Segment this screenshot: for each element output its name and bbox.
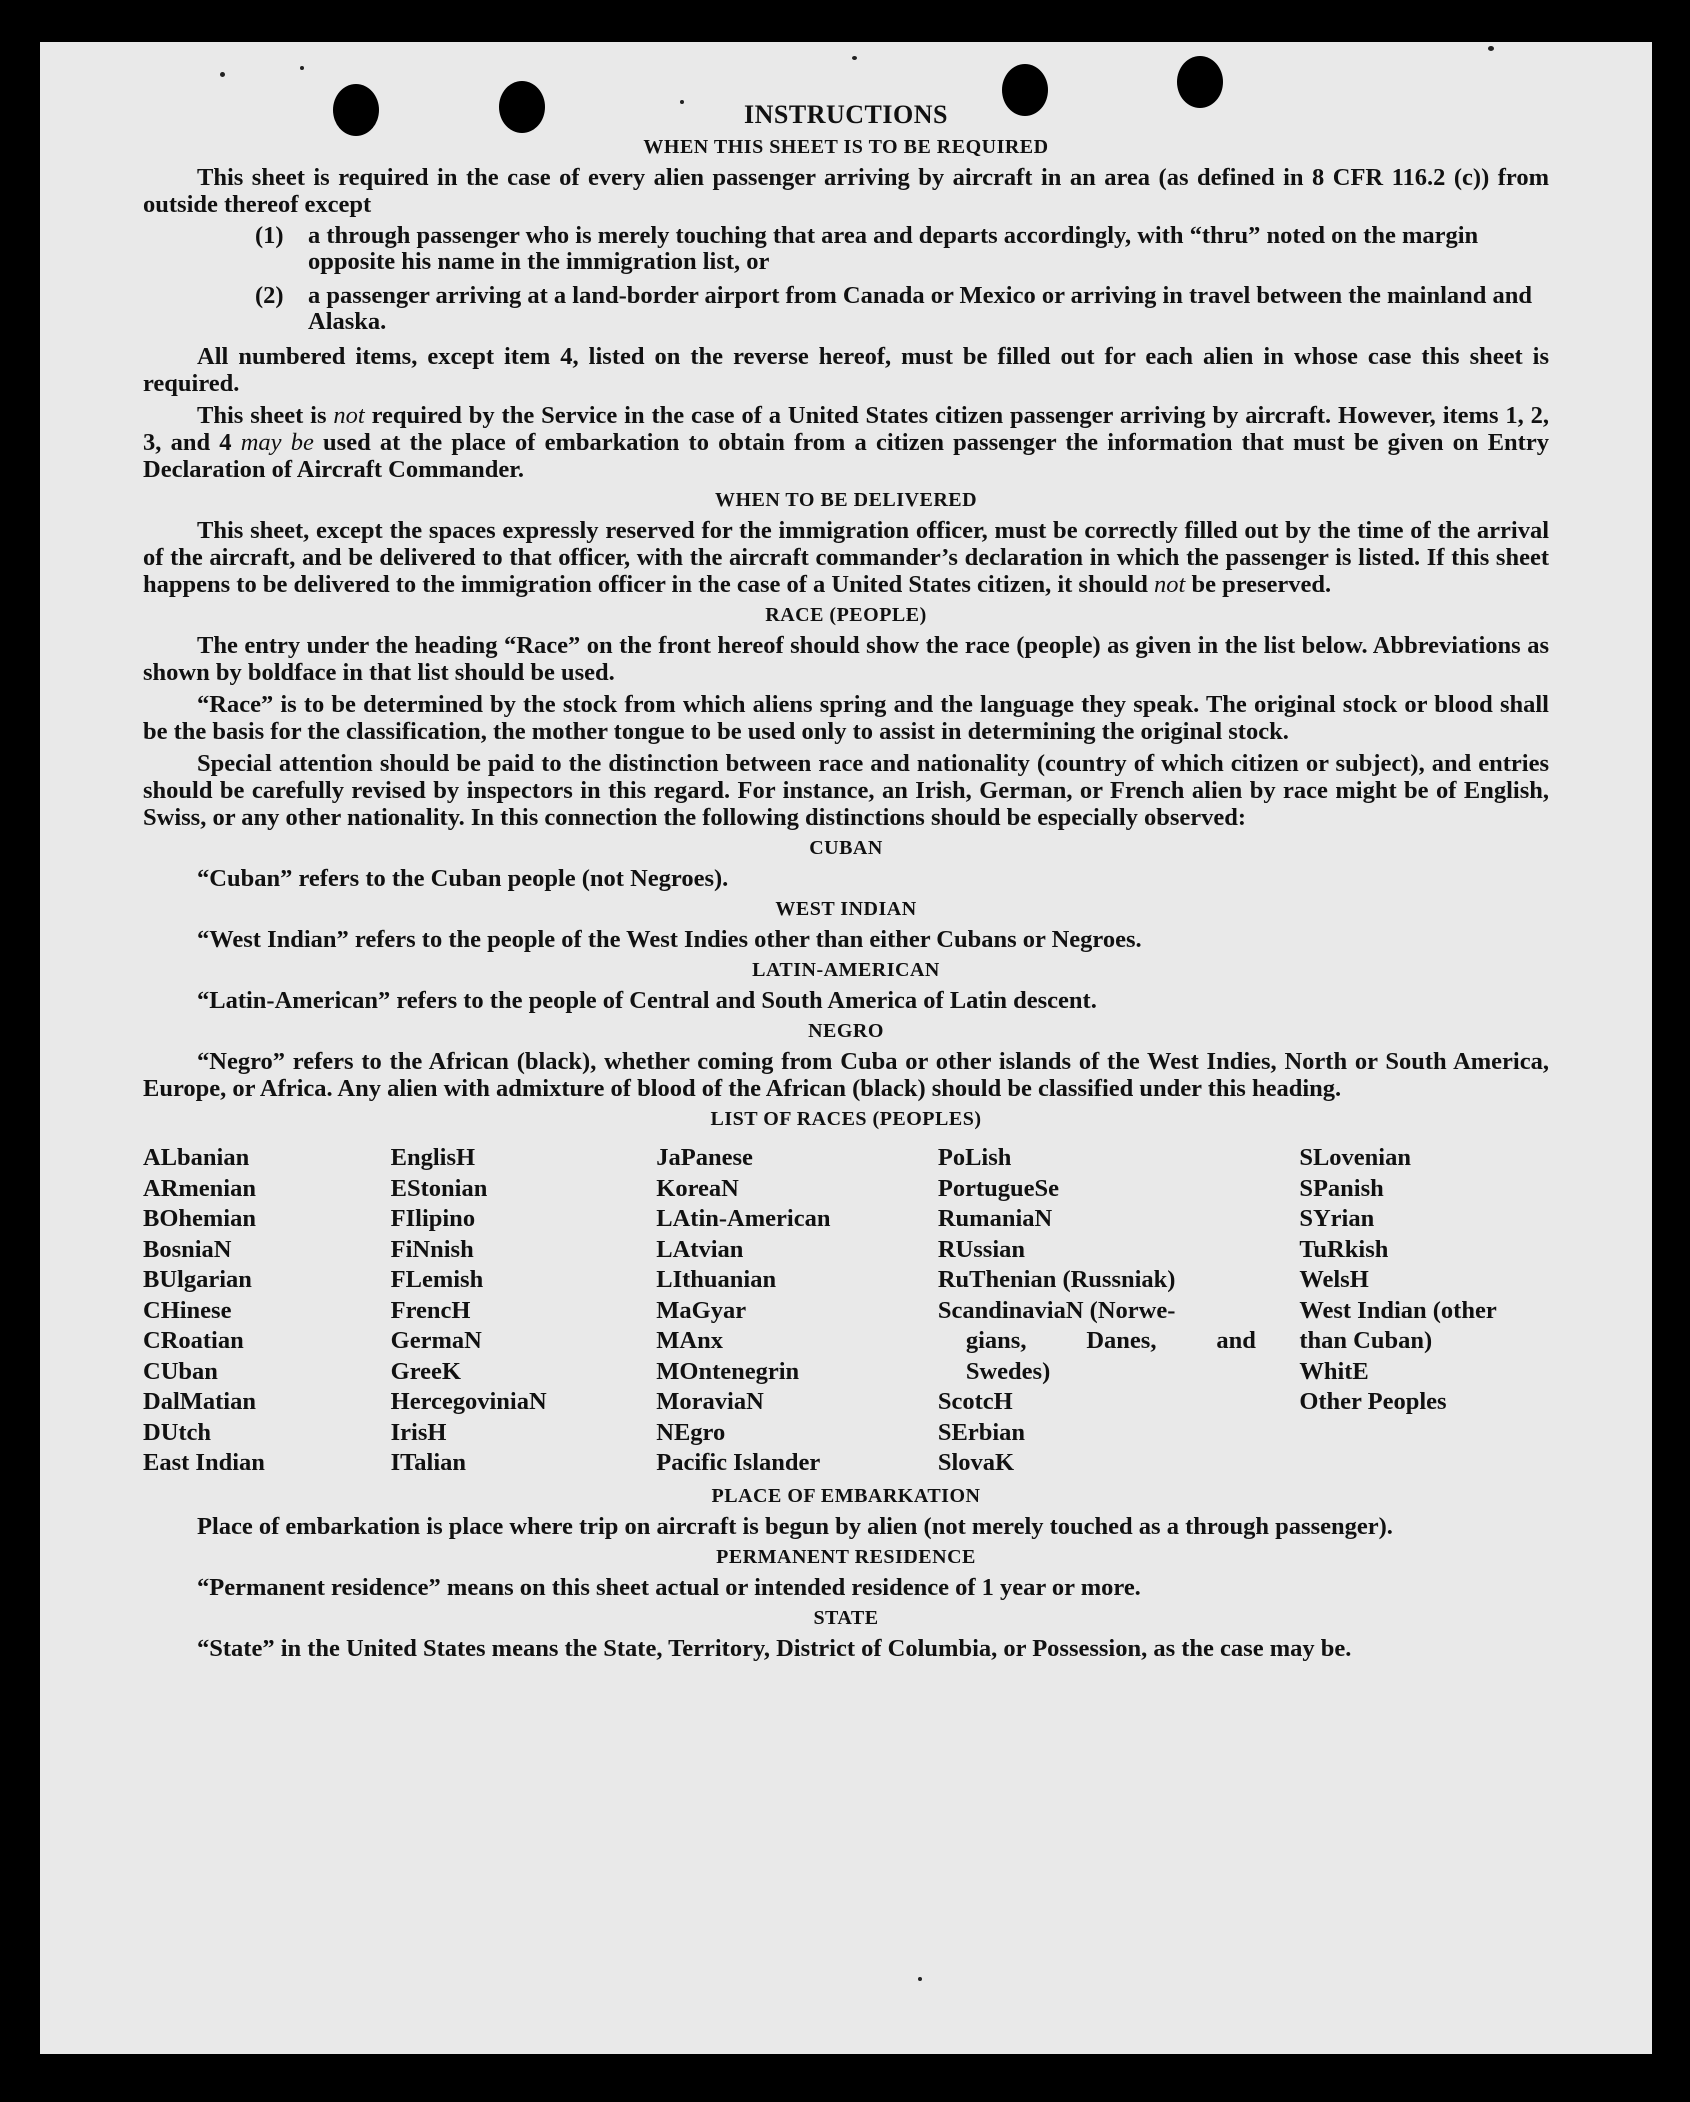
list-item: BOhemian xyxy=(143,1205,256,1232)
item-text: a passenger arriving at a land-border airport from Canada or Mexico or arriving in travel between the mainland and Alaska. xyxy=(308,282,1533,335)
list-item: ALbanian xyxy=(143,1144,250,1171)
punch-hole xyxy=(1002,64,1048,116)
italic-text: not xyxy=(1154,571,1186,598)
list-item: Pacific Islander xyxy=(656,1449,821,1476)
list-item: FIlipino xyxy=(390,1205,476,1232)
list-item: EnglisH xyxy=(390,1144,476,1171)
list-item: MoraviaN xyxy=(656,1388,764,1415)
document-sheet xyxy=(40,42,1652,2054)
list-item: ScandinaviaN (Norwe- xyxy=(937,1296,1176,1324)
list-item: MOntenegrin xyxy=(656,1357,800,1385)
list-item: gians, Danes, and xyxy=(965,1327,1256,1354)
heading-latin-american: LATIN-AMERICAN xyxy=(752,959,940,981)
list-item: CRoatian xyxy=(143,1327,244,1354)
heading-embarkation: PLACE OF EMBARKATION xyxy=(711,1484,981,1507)
punch-hole xyxy=(1177,56,1223,108)
list-item: Swedes) xyxy=(965,1357,1051,1385)
punch-hole xyxy=(333,84,379,136)
list-item: SErbian xyxy=(937,1418,1026,1446)
list-item: TuRkish xyxy=(1299,1235,1389,1263)
races-column xyxy=(656,1143,938,1479)
item-number: (2) xyxy=(255,282,284,309)
text: required by the Service in the case of a United States citizen passenger arriving by aircraft. However, items 1, 2, 3, and 4 xyxy=(143,402,1550,456)
heading-race: RACE (PEOPLE) xyxy=(765,604,927,626)
heading-when-delivered: WHEN TO BE DELIVERED xyxy=(714,489,978,511)
list-item: than Cuban) xyxy=(1299,1327,1433,1354)
page-title: INSTRUCTIONS xyxy=(744,100,948,129)
list-item: HercegoviniaN xyxy=(390,1388,547,1415)
list-item: SlovaK xyxy=(937,1449,1015,1476)
list-item: CUban xyxy=(143,1357,218,1385)
list-item: DUtch xyxy=(143,1418,212,1446)
list-item: BUlgarian xyxy=(143,1266,252,1293)
list-item: MaGyar xyxy=(656,1296,747,1324)
scan-speck xyxy=(220,72,225,77)
list-item: RuThenian (Russniak) xyxy=(937,1266,1176,1293)
list-item: Other Peoples xyxy=(1299,1388,1447,1415)
paragraph-delivered xyxy=(143,517,1549,598)
paragraph-citizen xyxy=(143,402,1549,483)
list-item: ARmenian xyxy=(143,1174,256,1202)
punch-hole xyxy=(499,81,545,133)
list-item: ScotcH xyxy=(937,1388,1013,1415)
list-item: IrisH xyxy=(390,1418,447,1446)
scan-speck xyxy=(680,100,684,104)
races-column xyxy=(938,1143,1299,1479)
list-item: FiNnish xyxy=(390,1235,474,1263)
text: This sheet, except the spaces expressly reserved for the immigration officer, must be correctly filled out by the time of the arrival of the aircraft, and be delivered to that officer, with the aircraft commander’s declaration in which the passenger is listed. If this sheet happens to be delivered to the immigration officer in the case of a United States citizen, it should xyxy=(143,517,1549,598)
list-item: NEgro xyxy=(656,1418,726,1446)
text: in that list should be used. xyxy=(336,659,615,686)
heading-cuban: CUBAN xyxy=(809,837,883,859)
list-item: DalMatian xyxy=(143,1388,256,1415)
scan-speck xyxy=(300,66,304,70)
paragraph-permanent-residence: “Permanent residence” means on this sheet actual or intended residence of 1 year or more. xyxy=(197,1573,1141,1601)
list-item: PortugueSe xyxy=(937,1174,1059,1202)
list-item: MAnx xyxy=(656,1327,723,1354)
paragraph-embarkation: Place of embarkation is place where trip on aircraft is begun by alien (not merely touched as a through passenger). xyxy=(197,1512,1393,1540)
list-item: FrencH xyxy=(390,1296,471,1324)
text: used at the place of embarkation to obtain from a citizen passenger the information that must be given on Entry Declaration of Aircraft Commander. xyxy=(143,429,1549,483)
list-item: EStonian xyxy=(390,1174,488,1202)
paragraph-race-nationality: Special attention should be paid to the distinction between race and nationality (country of which citizen or subject), and entries should be carefully revised by inspectors in this regard. For instance, an Irish, German, or French alien by race might be of English, Swiss, or any other nationality. In this connection the following distinctions should be especially observed: xyxy=(143,750,1549,831)
list-item: West Indian (other xyxy=(1299,1296,1497,1324)
heading-permanent-residence: PERMANENT RESIDENCE xyxy=(716,1545,976,1568)
text: be preserved. xyxy=(1185,571,1332,598)
scan-speck xyxy=(918,1977,922,1981)
heading-when-required: WHEN THIS SHEET IS TO BE REQUIRED xyxy=(643,136,1049,158)
paragraph-race-entry xyxy=(143,632,1549,686)
scan-speck xyxy=(852,56,857,60)
item-text: a through passenger who is merely touching that area and departs accordingly, with “thru” noted on the margin opposite his name in the immigration list, or xyxy=(308,222,1479,275)
list-item: SYrian xyxy=(1299,1205,1375,1232)
list-item: WelsH xyxy=(1299,1266,1369,1293)
list-item: BosniaN xyxy=(143,1235,232,1263)
list-item: RumaniaN xyxy=(937,1205,1053,1232)
paragraph-intro: This sheet is required in the case of every alien passenger arriving by aircraft in an area (as defined in 8 CFR 116.2 (c)) from outside thereof except xyxy=(143,164,1549,218)
heading-negro: NEGRO xyxy=(808,1020,884,1042)
list-item: RUssian xyxy=(937,1235,1025,1263)
paragraph-cuban: “Cuban” refers to the Cuban people (not Negroes). xyxy=(197,865,729,892)
italic-text: may be xyxy=(240,429,314,456)
races-list xyxy=(143,1143,1549,1479)
text: This sheet is xyxy=(197,402,334,429)
italic-text: not xyxy=(333,402,365,429)
scan-speck xyxy=(1488,46,1494,51)
paragraph-latin-american: “Latin-American” refers to the people of Central and South America of Latin descent. xyxy=(197,987,1097,1014)
heading-west-indian: WEST INDIAN xyxy=(775,898,917,920)
list-item: LAtvian xyxy=(656,1235,744,1263)
races-column xyxy=(391,1143,657,1479)
list-item: CHinese xyxy=(143,1296,232,1324)
list-item: East Indian xyxy=(143,1449,265,1476)
exception-item xyxy=(143,223,1549,275)
paragraph-west-indian: “West Indian” refers to the people of the West Indies other than either Cubans or Negroes. xyxy=(197,926,1142,953)
paragraph-negro: “Negro” refers to the African (black), whether coming from Cuba or other islands of the West Indies, North or South America, Europe, or Africa. Any alien with admixture of blood of the African (black) should be classified under this heading. xyxy=(143,1048,1549,1102)
races-column xyxy=(143,1143,391,1479)
list-item: GermaN xyxy=(390,1327,482,1354)
list-item: ITalian xyxy=(390,1449,467,1476)
list-item: FLemish xyxy=(390,1266,484,1293)
paragraph-state: “State” in the United States means the State, Territory, District of Columbia, or Possession, as the case may be. xyxy=(197,1634,1352,1662)
list-item: LIthuanian xyxy=(656,1266,777,1293)
list-item: WhitE xyxy=(1299,1357,1369,1385)
exception-item xyxy=(143,283,1549,335)
list-item: SLovenian xyxy=(1299,1144,1411,1171)
heading-list-of-races: LIST OF RACES (PEOPLES) xyxy=(710,1108,982,1130)
list-item: SPanish xyxy=(1299,1174,1384,1202)
list-item: JaPanese xyxy=(656,1144,753,1171)
list-item: LAtin-American xyxy=(656,1205,831,1232)
races-column xyxy=(1299,1143,1549,1479)
bold-text: boldface xyxy=(247,659,337,686)
item-number: (1) xyxy=(255,222,284,249)
list-item: PoLish xyxy=(937,1144,1012,1171)
list-item: GreeK xyxy=(390,1357,461,1385)
text: The entry under the heading “Race” on the front hereof should show the race (people) as given in the list below. Abbreviations as shown by xyxy=(143,632,1549,686)
heading-state: STATE xyxy=(813,1606,879,1629)
list-item: KoreaN xyxy=(656,1174,739,1202)
paragraph-numbered-items: All numbered items, except item 4, listed on the reverse hereof, must be filled out for each alien in whose case this sheet is required. xyxy=(143,343,1549,397)
paragraph-race-stock: “Race” is to be determined by the stock from which aliens spring and the language they speak. The original stock or blood shall be the basis for the classification, the mother tongue to be used only to assist in determining the original stock. xyxy=(143,691,1549,745)
